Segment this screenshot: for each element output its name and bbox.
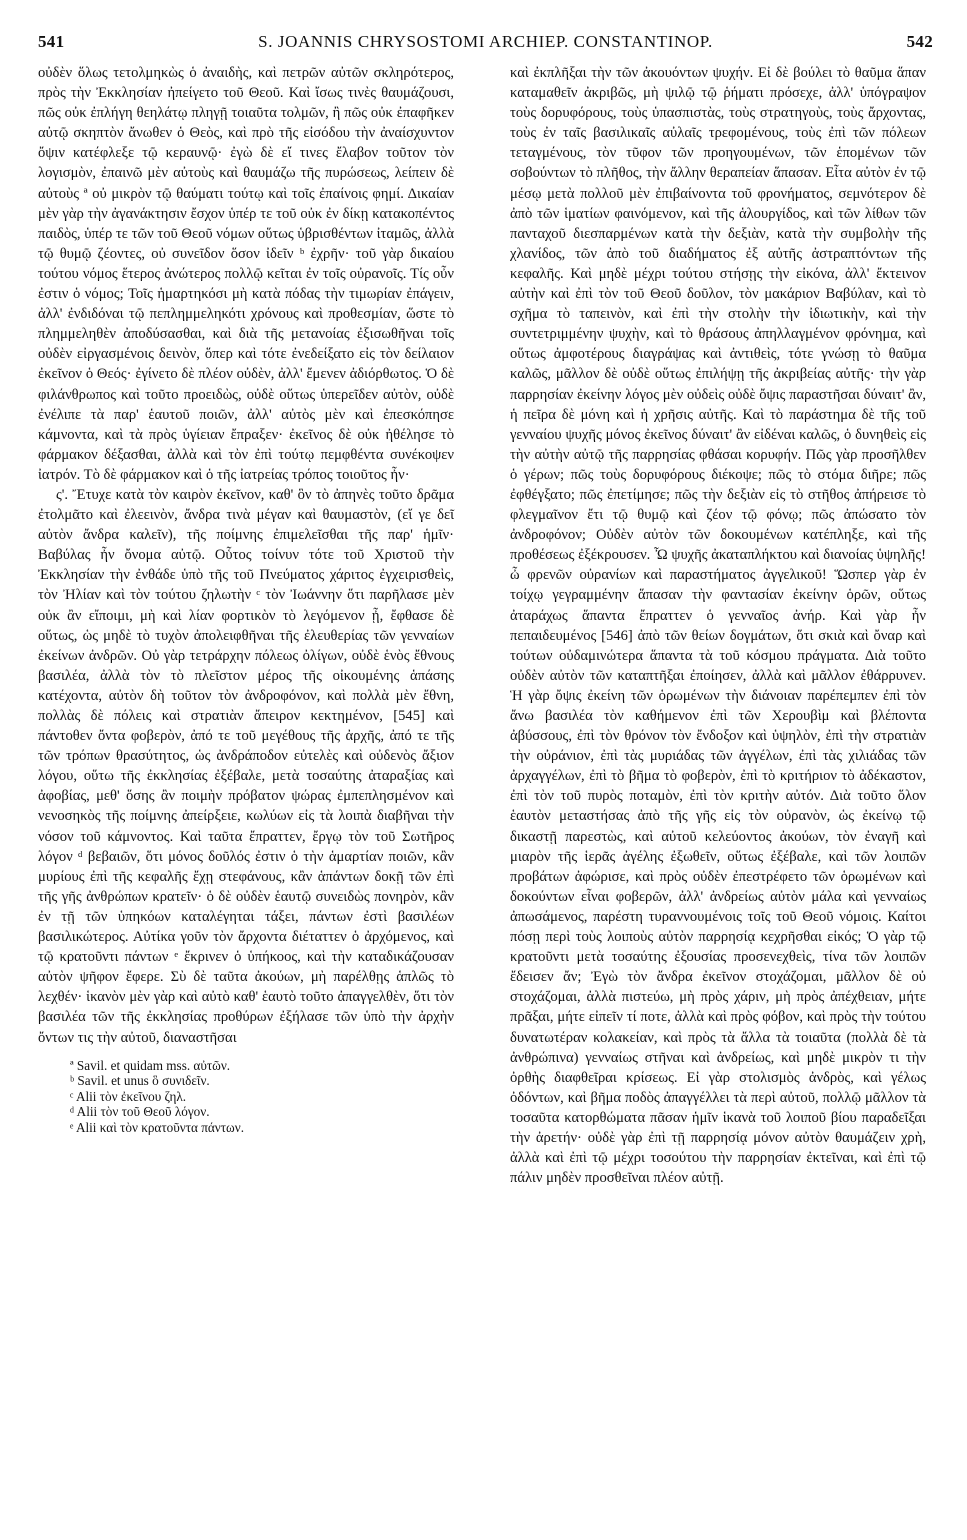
footnote: ᵈ Alii τὸν τοῦ Θεοῦ λόγον. xyxy=(70,1104,210,1120)
paragraph: ς'. Ἔτυχε κατὰ τὸν καιρὸν ἐκεῖνον, καθ' ὃν τὸ ἀπηνὲς τοῦτο δρᾶμα ἐτολμᾶτο καὶ ἐλεεινὸν, ἄνδρα τινὰ μέγαν καὶ θαυμαστὸν, (εἴ γε δεῖ αὐτὸν ἄνδρα καλεῖν), τῆς ποίμνης ἐπιμελεῖσθαι τῆς παρ' ἡμῖν· Βαβύλας ἦν ὄνομα αὐτῷ. Οὗτος τοίνυν τότε τοῦ Χριστοῦ τὴν Ἐκκλησίαν τὴν ἐνθάδε ὑπὸ τῆς τοῦ Πνεύματος χάριτος ἐγχειρισθεὶς, τὸν Ἠλίαν καὶ τὸν τούτου ζηλωτὴν ᶜ τὸν Ἰωάννην ὅτι παρῆλασε μὲν οὐκ ἂν εἴποιμι, μὴ καὶ λίαν φορτικὸν τὸ λεγόμενον ᾖ, ἔφθασε δὲ οὕτως, ὡς μηδὲ τὸ τυχὸν ἀπολειφθῆναι τῆς ἐλευθερίας τῶν γενναίων ἐκείνων ἀνδρῶν. Οὐ γὰρ τετράρχην πόλεως ὀλίγων, οὐδὲ ἑνὸς ἔθνους βασιλέα, ἀλλὰ τὸν τὸ πλεῖστον μέρος τῆς οἰκουμένης ἁπάσης κατέχοντα, αὐτὸν δὴ τοῦτον τὸν ἀνδροφόνον, καὶ πολλὰ μὲν ἔθνη, πολλὰς δὲ πόλεις καὶ στρατιὰν ἄπειρον κεκτημένον, [545] καὶ πάντοθεν ὄντα φοβερὸν, ἀπό τε τοῦ μεγέθους τῆς ἀρχῆς, ἀπό τε τῆς τῶν τρόπων θρασύτητος, ὡς ἀνδράποδον εὐτελὲς καὶ οὐδενὸς ἄξιον λόγου, οὕτω τῆς ἐκκλησίας ἐξέβαλε, μετὰ τοσαύτης ἀταραξίας καὶ ἀφοβίας, μεθ' ὅσης ἂν ποιμὴν πρόβατον ψώρας ἐμπεπλησμένον καὶ νενοσηκὸς τῆς ποίμνης ἀπείρξειε, κωλύων εἰς τὰ λοιπὰ διαβῆναι τὴν νόσον τοῦ κάμνοντος. Καὶ ταῦτα ἔπραττεν, ἔργῳ τὸν τοῦ Σωτῆρος λόγον ᵈ βεβαιῶν, ὅτι μόνος δοῦλός ἐστιν ὁ τὴν ἁμαρτίαν ποιῶν, κἂν μυρίους ἐπὶ τῆς κεφαλῆς ἔχῃ στεφάνους, κἂν ἁπάντων δοκῇ τῶν ἐπὶ τῆς γῆς ἀνθρώπων κρατεῖν· ὁ δὲ οὐδὲν ἑαυτῷ συνειδὼς πονηρὸν, κἂν ἐν τῇ τῶν ὑπηκόων καταλέγηται τάξει, πάντων ἐστὶ βασιλέων βασιλικώτερος. Αὐτίκα γοῦν τὸν ἄρχοντα διέταττεν ὁ ἀρχόμενος, καὶ τῷ κρατοῦντι πάντων ᵉ ἔκρινεν ὁ ὑπήκοος, καὶ τὴν καταδικάζουσαν αὐτὸν ψῆφον ἔφερε. Σὺ δὲ ταῦτα ἀκούων, μὴ παρέλθῃς ἁπλῶς τὸ λεχθέν· ἱκανὸν μὲν γὰρ καὶ αὐτὸ καθ' ἑαυτὸ τοῦτο ἀπαγγελθὲν, ὅτι τὸν βασιλέα τῶν τῆς ἐκκλησίας προθύρων ἐξήλασε τῶν ὑπὸ τὴν ἀρχὴν ὄντων τις τὴν αὐτοῦ, διαναστῆσαι xyxy=(38,486,454,1046)
footnote: ᵉ Alii καὶ τὸν κρατοῦντα πάντων. xyxy=(70,1119,244,1135)
footnote: ᶜ Alii τὸν ἐκεῖνου ζηλ. xyxy=(70,1088,187,1104)
running-title: S. JOANNIS CHRYSOSTOMI ARCHIEP. CONSTANTINOP. xyxy=(258,32,713,51)
footnote: ᵇ Savil. et unus ὃ συνιδεῖν. xyxy=(70,1073,210,1089)
left-column xyxy=(38,63,454,1135)
footnotes xyxy=(38,1058,454,1136)
paragraph: οὐδὲν ὅλως τετολμηκὼς ὁ ἀναιδὴς, καὶ πετρῶν αὐτῶν σκληρότερος, πρὸς τὴν Ἐκκλησίαν ἠπείγετο τοῦ Θεοῦ. Καὶ ἴσως τινὲς θαυμάζουσι, πῶς οὐκ ἐπλήγη θεηλάτῳ πληγῇ τοιαῦτα τολμῶν, ἢ πῶς οὐκ ἐπαφῆκεν αὐτῷ σκηπτὸν ἄνωθεν ὁ Θεὸς, καὶ πρὸ τῆς εἰσόδου τὴν ἀναίσχυντον ὄψιν κατέφλεξε τῷ κεραυνῷ· ἐγὼ δὲ εἴ τινες ἔλαβον τοῦτον τὸν λογισμὸν, ἐπαινῶ μὲν αὐτοὺς καὶ θαυμάζω τῆς πυρώσεως, λείπειν δὲ αὐτοὺς ª οὐ μικρὸν τῷ θαύματι τούτῳ καὶ τοῖς ἐπαίνοις φημί. Δικαίαν μὲν γὰρ τὴν ἀγανάκτησιν ἔσχον ὑπέρ τε τοῦ οὐκ ἐν δίκῃ κατακοπέντος παιδὸς, ὑπέρ τε τῶν τοῦ Θεοῦ νόμων οὕτως ὑβρισθέντων ἰταμῶς, ἀλλὰ τῷ θυμῷ ζέοντες, οὐ συνεῖδον ὅσον ἰδεῖν ᵇ ἐχρῆν· τοῦ γὰρ δικαίου τούτου νόμος ἕτερος ἀνώτερος πολλῷ κεῖται ἐν τοῖς οὐρανοῖς. Τίς οὖν ἐστιν ὁ νόμος; Τοῖς ἡμαρτηκόσι μὴ κατὰ πόδας τὴν τιμωρίαν ἐπάγειν, ἀλλ' ἐνδιδόναι τῷ πεπλημμεληκότι χρόνους καὶ προθεσμίαν, ὥστε τὸ πλημμεληθὲν ἀποδύσασθαι, καὶ διὰ τῆς μετανοίας ἐξισωθῆναι τοῖς οὐδὲν εἰργασμένοις δεινὸν, ὅπερ καὶ τότε ἐνεδείξατο εἰς τὸν δείλαιον ἐκεῖνον ὁ Θεός· ἐγίνετο δὲ πλέον οὐδὲν, ἀλλ' ἔμενεν ἀδιόρθωτος. Ὁ δὲ φιλάνθρωπος καὶ τοῦτο προειδὼς, οὐδὲ οὕτως ὑπερεῖδεν αὐτὸν, οὐδὲ ἐνέλιπε τὰ παρ' ἑαυτοῦ ποιῶν, ἀλλ' αὐτὸς μὲν καὶ ἐπεσκόπησε κάμνοντα, καὶ τὰ πρὸς ὑγίειαν ἔπραξεν· ἐκεῖνος δὲ οὐκ ἠθέλησε τὸ φάρμακον δέξασθαι, ἀλλὰ καὶ τὸν ἐπὶ τούτῳ πεμφθέντα συνέκοψεν ἰατρόν. Τὸ δὲ φάρμακον καὶ ὁ τῆς ἰατρείας τρόπος τοιοῦτος ἦν· xyxy=(38,65,454,483)
right-column xyxy=(510,63,926,1188)
right-page-number: 542 xyxy=(906,32,933,51)
footnote: ª Savil. et quidam mss. αὐτῶν. xyxy=(70,1057,231,1073)
paragraph: καὶ ἐκπλῆξαι τὴν τῶν ἀκουόντων ψυχήν. Εἰ δὲ βούλει τὸ θαῦμα ἅπαν καταμαθεῖν ἀκριβῶς, μὴ ψιλῷ τῷ ῥήματι πρόσεχε, ἀλλ' ὑπόγραψον τοὺς δορυφόρους, τοὺς ὑπασπιστὰς, τοὺς στρατηγοὺς, τοὺς ἄρχοντας, τοὺς ἐν ταῖς βασιλικαῖς αὐλαῖς τρεφομένους, τοὺς ἐπὶ τῶν πόλεων τεταγμένους, τὸν τῦφον τῶν προηγουμένων, τῶν ἑπομένων τῶν σοβούντων τὸ πλῆθος, τὴν ἄλλην θεραπείαν ἅπασαν. Εἶτα αὐτὸν ἐν τῷ μέσῳ μετὰ πολλοῦ μὲν ἐπιβαίνοντα τοῦ φρονήματος, σεμνότερον δὲ ἀπὸ τῶν ἱματίων φαινόμενον, καὶ τῆς ἁλουργίδος, καὶ τῶν λίθων τῶν πανταχοῦ διεσπαρμένων κατὰ τὴν δεξιὰν, κατὰ τὴν συμβολὴν τῆς χλανίδος, τῶν ἀπὸ τοῦ διαδήματος ἐξ αὐτῆς ἀστραπτόντων τῆς κεφαλῆς. Καὶ μηδὲ μέχρι τούτου στήσῃς τὴν εἰκόνα, ἀλλ' ἔκτεινον αὐτὴν καὶ ἐπὶ τὸν τοῦ Θεοῦ δοῦλον, τὸν μακάριον Βαβύλαν, καὶ τὸ σχῆμα τὸ ταπεινὸν, καὶ ἐπὶ τὴν στολὴν τὴν ἰδιωτικὴν, καὶ τὴν συντετριμμένην ψυχὴν, καὶ τὸ θράσους ἀπηλλαγμένον φρόνημα, καὶ οὕτως ἀμφοτέρους διαγράψας καὶ ἀντιθεὶς, τότε γνώσῃ τὸ θαῦμα καλῶς, μᾶλλον δὲ οὐδὲ οὕτως ἐπιλήψῃ τῆς ἀκριβείας αὐτῆς· τὴν γὰρ παρρησίαν ἐκείνην λόγος μὲν οὐδεὶς οὐδὲ ὄψις παραστῆσαι δύναιτ' ἂν, ἡ πεῖρα δὲ μόνη καὶ ἡ χρῆσις αὐτῆς. Καὶ τὸ παράστημα δὲ τῆς τοῦ γενναίου ψυχῆς μόνος ἐκεῖνος δύναιτ' ἂν εἰδέναι καλῶς, ὁ δυνηθεὶς εἰς τὴν αὐτὴν αὐτῷ τῆς παρρησίας φθάσαι κορυφήν. Πῶς γὰρ προσῆλθεν ὁ γέρων; πῶς τοὺς δορυφόρους διέκοψε; πῶς τὸ στόμα διῆρε; πῶς ἐφθέγξατο; πῶς ἐπετίμησε; πῶς τὴν δεξιὰν εἰς τὸ στῆθος ἀπήρεισε τὸ φλεγμαῖνον ἔτι τῷ θυμῷ καὶ ζέον τῷ φόνῳ; πῶς ἀπώσατο τὸν ἀνδροφόνον; Οὐδὲν αὐτὸν τῶν δοκουμένων κατέπληξε, καὶ τῆς προθέσεως ἐξέκρουσεν. Ὦ ψυχῆς ἀκαταπλήκτου καὶ διανοίας ὑψηλῆς! ὦ φρενῶν οὐρανίων καὶ παραστήματος ἀγγελικοῦ! Ὥσπερ γὰρ ἐν τοίχῳ γεγραμμένην ἅπασαν τὴν φαντασίαν ἐκείνην ὁρῶν, οὕτως ἀταράχως ἅπαντα ἔπραττεν ὁ γενναῖος ἀνήρ. Καὶ γὰρ ἦν πεπαιδευμένος [546] ἀπὸ τῶν θείων δογμάτων, ὅτι σκιὰ καὶ ὄναρ καὶ τούτων οὐδαμινώτερα ἅπαντα τὰ τοῦ κόσμου πράγματα. Διὰ τοῦτο οὐδὲν αὐτὸν τῶν καταπτῆξαι ἐποίησεν, ἀλλὰ καὶ μᾶλλον ἐθάρρυνεν. Ἡ γὰρ ὄψις ἐκείνη τῶν ὁρωμένων τὴν διάνοιαν παρέπεμπεν ἐπὶ τὸν ἄνω βασιλέα τὸν καθήμενον ἐπὶ τῶν Χερουβὶμ καὶ βλέποντα ἀβύσσους, ἐπὶ τὸν θρόνον τὸν ἔνδοξον καὶ ὑψηλὸν, ἐπὶ τὴν στρατιὰν τὴν οὐράνιον, ἐπὶ τὰς μυριάδας τῶν ἀγγέλων, ἐπὶ τὰς χιλιάδας τῶν ἀρχαγγέλων, ἐπὶ τὸ βῆμα τὸ φοβερὸν, ἐπὶ τὸ κριτήριον τὸ ἀδέκαστον, ἐπὶ τὸν τοῦ πυρὸς ποταμὸν, ἐπὶ τὸν κριτὴν αὐτόν. Διὰ τοῦτο ὅλον ἑαυτὸν μεταστήσας ἀπὸ τῆς γῆς εἰς τὸν οὐρανὸν, ὡς ἐκείνῳ τῷ δικαστῇ παρεστὼς, καὶ αὐτοῦ κελεύοντος ἀκούων, τὸν ἐναγῆ καὶ μιαρὸν τῆς ἱερᾶς ἀγέλης ἐξωθεῖν, οὕτως ἐξέβαλε, καὶ τῶν λοιπῶν προβάτων ἀφώρισε, καὶ πρὸς οὐδὲν ἐπεστρέφετο τῶν ὁρωμένων καὶ δοκούντων εἶναι φοβερῶν, ἀλλ' ἀνδρείως αὐτὸν μάλα καὶ γενναίως ἀπωσάμενος, παρέστη τυραννουμένοις τοῖς τοῦ Θεοῦ νόμοις. Καίτοι πόσῃ περὶ τοὺς λοιποὺς αὐτὸν παρρησίᾳ κεχρῆσθαι εἰκός; Ὁ γὰρ τῷ κρατοῦντι μετὰ τοσαύτης ἐξουσίας προσενεχθεὶς, τίνα τῶν λοιπῶν ἔδεισεν ἄν; Ἐγὼ τὸν ἄνδρα ἐκεῖνον στοχάζομαι, μᾶλλον δὲ οὐ στοχάζομαι, ἀλλὰ πιστεύω, μὴ πρὸς χάριν, μὴ πρὸς ἀπέχθειαν, μήτε πρᾶξαι, μήτε εἰπεῖν τί ποτε, ἀλλὰ καὶ πρὸς φόβον, καὶ πρὸς τὴν τούτου δυνατωτέραν κολακείαν, καὶ πρὸς τὰ ἄλλα τὰ τοιαῦτα (πολλὰ δὲ τὰ ἀνθρώπινα) γενναίως στῆναι καὶ ἀνδρείως, καὶ μηδὲ μικρὸν τι τὴν ὀρθὴς διαφθεῖραι κρίσεως. Εἰ γὰρ στολισμὸς ἀνδρὸς, καὶ γέλως ὀδόντων, καὶ βῆμα ποδὸς ἀπαγγέλλει τὰ περὶ αὐτοῦ, πολλῷ μᾶλλον τὰ τοσαῦτα κατορθώματα πᾶσαν ἡμῖν ἱκανὰ τοῦ λοιποῦ βίου παραδεῖξαι τὴν ἀρετήν· οὐδὲ γὰρ ἐπὶ τῇ παρρησίᾳ μόνον αὐτὸν θαυμάζειν χρὴ, ἀλλὰ καὶ ἐπὶ τῷ μέχρι τοσούτου τὴν παρρησίαν ἐκτεῖναι, καὶ ἐπὶ τῷ πάλιν μηδὲν προσθεῖναι πλέον αὐτῇ. xyxy=(510,65,926,1187)
running-header xyxy=(38,32,933,56)
left-page-number: 541 xyxy=(38,32,65,51)
